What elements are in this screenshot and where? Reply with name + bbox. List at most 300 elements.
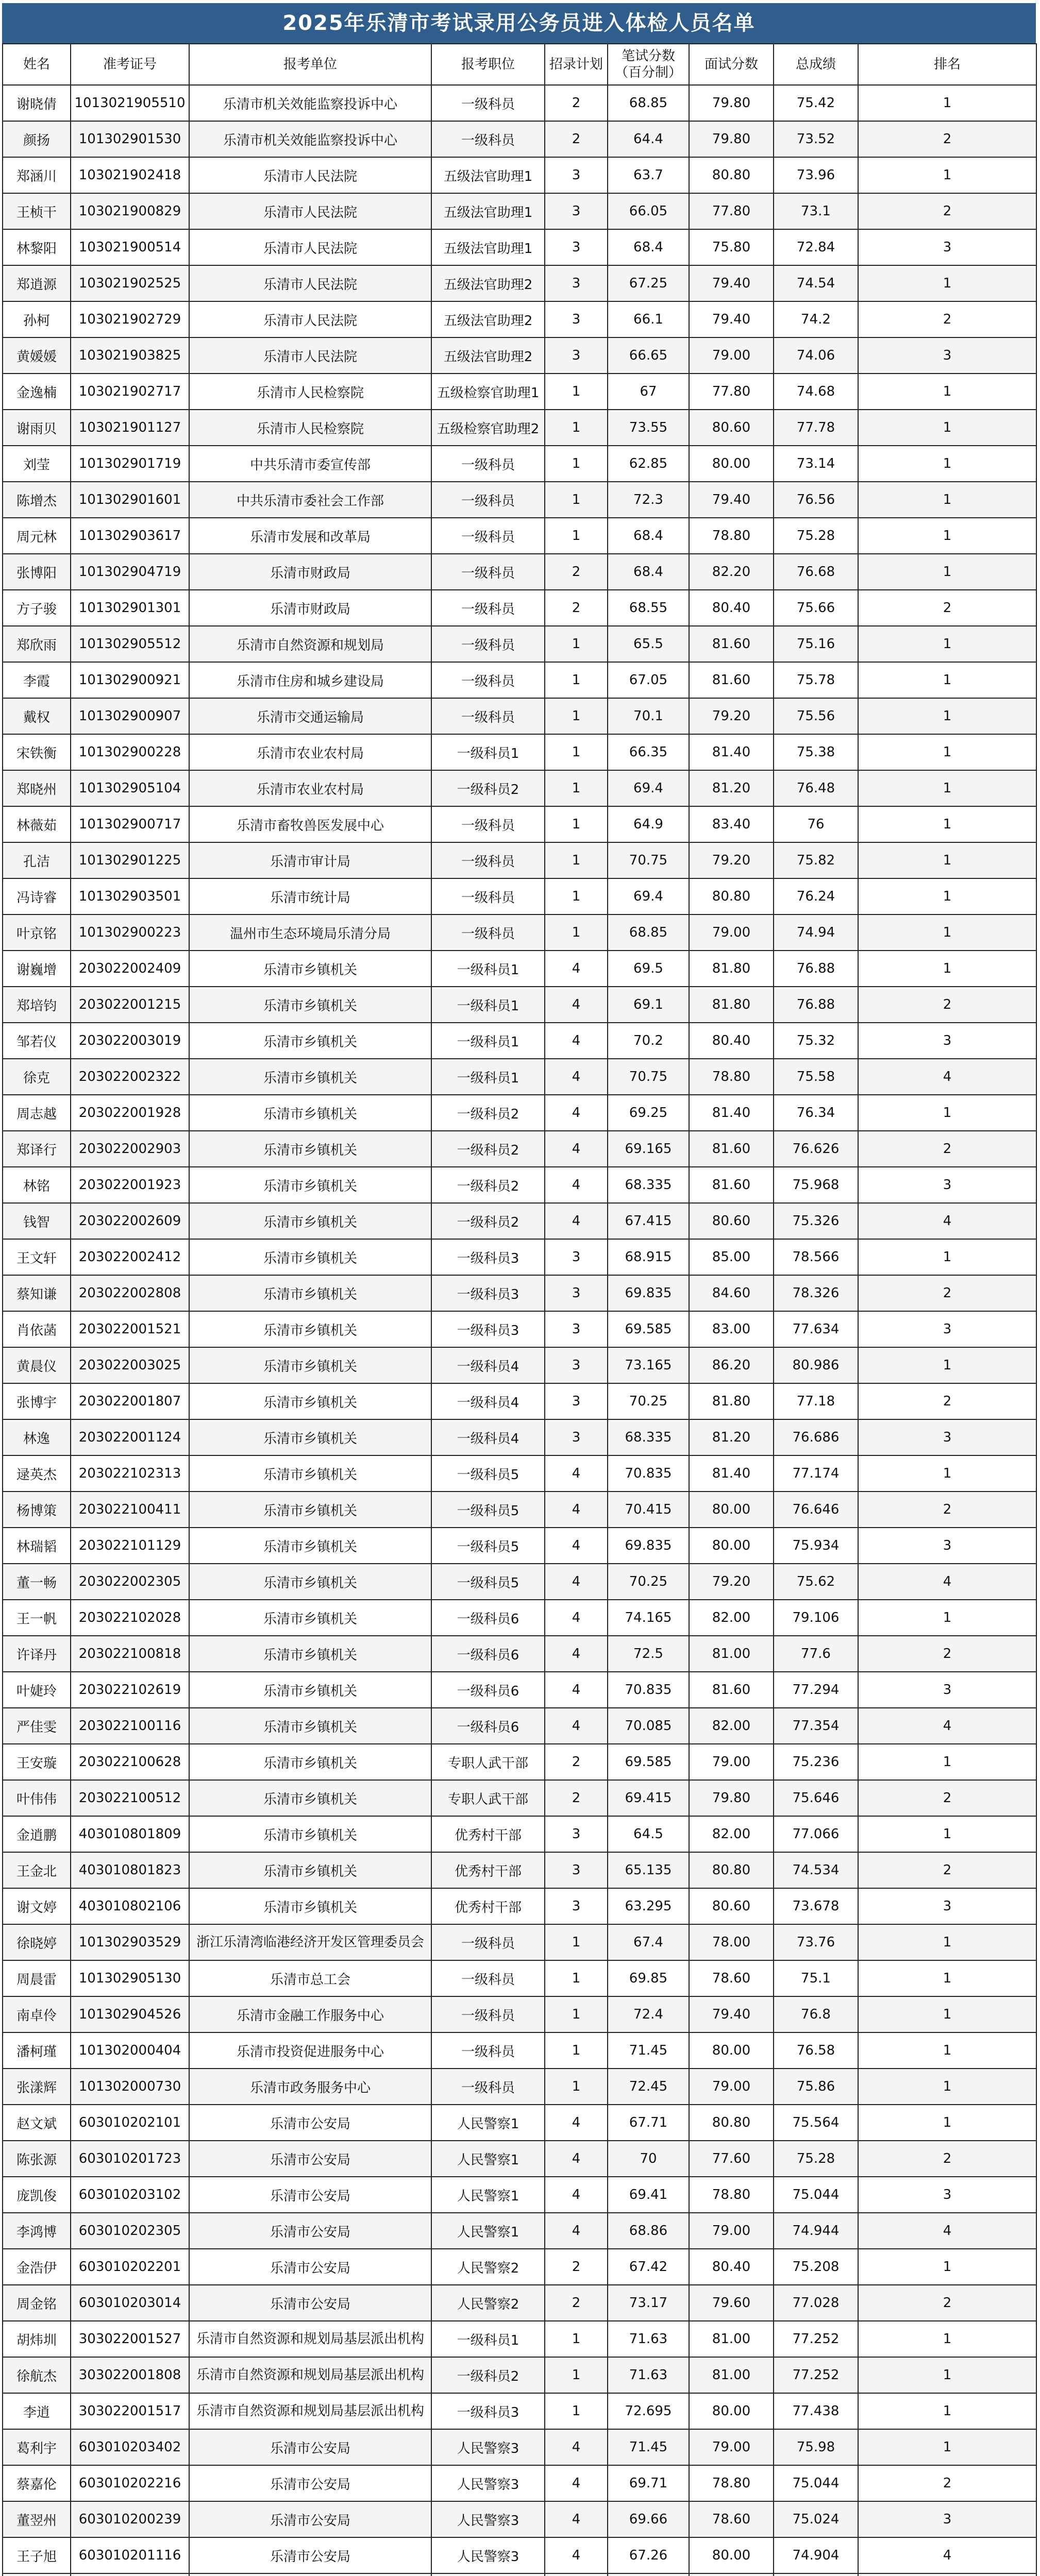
cell-col-unit (189, 2573, 431, 2576)
cell-col-unit: 乐清市乡镇机关 (189, 1600, 431, 1636)
cell-col-name: 严佳雯 (3, 1708, 71, 1744)
cell-col-position: 一级科员6 (431, 1636, 545, 1672)
cell-col-interview-score: 80.40 (689, 2249, 774, 2285)
cell-col-exam-id: 101302000730 (71, 2069, 189, 2105)
cell-col-name: 李鸿博 (3, 2213, 71, 2249)
cell-col-name: 谢晓倩 (3, 85, 71, 121)
cell-col-interview-score: 81.60 (689, 626, 774, 662)
cell-col-total-score: 72.84 (774, 229, 858, 265)
cell-col-written-score: 69.85 (608, 1960, 689, 1996)
cell-col-exam-id: 603010202305 (71, 2213, 189, 2249)
cell-col-interview-score: 81.00 (689, 2321, 774, 2357)
table-row (3, 446, 1036, 482)
cell-col-written-score: 73.165 (608, 1347, 689, 1383)
cell-col-name: 周金铭 (3, 2285, 71, 2321)
cell-col-rank: 3 (858, 2501, 1036, 2537)
cell-col-exam-id: 203022100116 (71, 1708, 189, 1744)
cell-col-exam-id: 303022001517 (71, 2393, 189, 2429)
cell-col-written-score: 70.2 (608, 1023, 689, 1059)
cell-col-quota: 4 (545, 1672, 608, 1708)
cell-col-position: 一级科员3 (431, 1239, 545, 1275)
cell-col-rank: 2 (858, 590, 1036, 626)
table-row (3, 2141, 1036, 2177)
cell-col-exam-id: 103021902525 (71, 265, 189, 301)
cell-col-position: 一级科员 (431, 878, 545, 914)
cell-col-rank: 2 (858, 2141, 1036, 2177)
cell-col-position: 五级法官助理1 (431, 229, 545, 265)
cell-col-name: 徐晓婷 (3, 1924, 71, 1960)
cell-col-unit: 乐清市乡镇机关 (189, 1023, 431, 1059)
cell-col-position: 五级检察官助理1 (431, 374, 545, 410)
cell-col-written-score: 72.45 (608, 2069, 689, 2105)
candidate-list-sheet (2, 3, 1036, 2576)
cell-col-position: 一级科员 (431, 806, 545, 842)
cell-col-exam-id: 203022003025 (71, 1347, 189, 1383)
cell-col-total-score: 74.534 (774, 1852, 858, 1888)
cell-col-position: 五级法官助理2 (431, 265, 545, 301)
table-row (3, 2069, 1036, 2105)
cell-col-rank: 3 (858, 1528, 1036, 1564)
cell-col-unit: 乐清市公安局 (189, 2141, 431, 2177)
cell-col-exam-id: 203022001807 (71, 1383, 189, 1419)
cell-col-unit: 乐清市人民检察院 (189, 374, 431, 410)
cell-col-name: 郑译行 (3, 1131, 71, 1167)
cell-col-unit: 乐清市人民法院 (189, 229, 431, 265)
cell-col-quota: 2 (545, 590, 608, 626)
cell-col-interview-score: 79.00 (689, 914, 774, 951)
cell-col-name: 郑晓州 (3, 770, 71, 806)
cell-col-position: 一级科员 (431, 518, 545, 554)
cell-col-position: 一级科员3 (431, 2393, 545, 2429)
cell-col-name: 杨博策 (3, 1492, 71, 1528)
cell-col-interview-score: 84.60 (689, 1275, 774, 1311)
cell-col-total-score: 76.626 (774, 1131, 858, 1167)
cell-col-unit: 乐清市公安局 (189, 2501, 431, 2537)
cell-col-total-score: 77.634 (774, 1311, 858, 1347)
cell-col-position: 一级科员4 (431, 1419, 545, 1455)
cell-col-name: 郑逍源 (3, 265, 71, 301)
cell-col-position: 一级科员6 (431, 1672, 545, 1708)
cell-col-unit: 乐清市农业农村局 (189, 734, 431, 770)
cell-col-written-score: 68.4 (608, 518, 689, 554)
cell-col-exam-id: 103021902717 (71, 374, 189, 410)
cell-col-name: 林逸 (3, 1419, 71, 1455)
cell-col-rank: 4 (858, 1203, 1036, 1239)
cell-col-name: 方子骏 (3, 590, 71, 626)
cell-col-interview-score: 80.00 (689, 1528, 774, 1564)
cell-col-name: 黄晨仪 (3, 1347, 71, 1383)
table-row (3, 951, 1036, 987)
cell-col-interview-score: 79.00 (689, 2429, 774, 2465)
cell-col-position: 人民警察2 (431, 2285, 545, 2321)
cell-col-total-score: 75.934 (774, 1528, 858, 1564)
cell-col-total-score: 75.82 (774, 842, 858, 878)
cell-col-quota: 3 (545, 157, 608, 193)
cell-col-written-score: 69.71 (608, 2465, 689, 2501)
cell-col-interview-score: 80.80 (689, 878, 774, 914)
table-row (3, 2537, 1036, 2573)
cell-col-rank: 1 (858, 1455, 1036, 1492)
cell-col-total-score: 76.34 (774, 1095, 858, 1131)
table-row (3, 1023, 1036, 1059)
cell-col-exam-id: 103021900829 (71, 193, 189, 229)
cell-col-unit: 乐清市乡镇机关 (189, 1816, 431, 1852)
cell-col-total-score: 80.986 (774, 1347, 858, 1383)
cell-col-written-score: 68.335 (608, 1167, 689, 1203)
cell-col-interview-score: 78.80 (689, 2177, 774, 2213)
table-row (3, 518, 1036, 554)
cell-col-interview-score: 81.60 (689, 1167, 774, 1203)
cell-col-unit: 乐清市机关效能监察投诉中心 (189, 85, 431, 121)
cell-col-position: 一级科员 (431, 698, 545, 734)
cell-col-written-score: 70.75 (608, 842, 689, 878)
cell-col-written-score: 67 (608, 374, 689, 410)
cell-col-unit: 乐清市乡镇机关 (189, 1744, 431, 1780)
cell-col-exam-id: 101302900921 (71, 662, 189, 698)
cell-col-quota: 4 (545, 2141, 608, 2177)
table-row (3, 85, 1036, 121)
table-row (3, 2465, 1036, 2501)
table-row (3, 770, 1036, 806)
cell-col-rank: 3 (858, 229, 1036, 265)
cell-col-written-score: 70.835 (608, 1455, 689, 1492)
cell-col-name: 戴权 (3, 698, 71, 734)
cell-col-quota: 3 (545, 265, 608, 301)
cell-col-rank: 1 (858, 1816, 1036, 1852)
cell-col-total-score: 75.326 (774, 1203, 858, 1239)
cell-col-interview-score: 79.40 (689, 482, 774, 518)
cell-col-rank: 2 (858, 193, 1036, 229)
cell-col-position: 一级科员2 (431, 1131, 545, 1167)
cell-col-rank: 1 (858, 482, 1036, 518)
cell-col-interview-score: 75.80 (689, 229, 774, 265)
cell-col-total-score: 74.68 (774, 374, 858, 410)
cell-col-unit: 乐清市畜牧兽医发展中心 (189, 806, 431, 842)
cell-col-unit: 乐清市住房和城乡建设局 (189, 662, 431, 698)
cell-col-interview-score: 78.80 (689, 1059, 774, 1095)
cell-col-position: 专职人武干部 (431, 1780, 545, 1816)
cell-col-position: 一级科员 (431, 121, 545, 157)
cell-col-rank: 2 (858, 1275, 1036, 1311)
cell-col-interview-score: 82.00 (689, 1708, 774, 1744)
cell-col-position: 一级科员 (431, 85, 545, 121)
cell-col-rank: 1 (858, 2321, 1036, 2357)
cell-col-position: 五级法官助理2 (431, 337, 545, 374)
cell-col-exam-id: 603010201116 (71, 2537, 189, 2573)
cell-col-name: 王子旭 (3, 2537, 71, 2573)
cell-col-exam-id: 203022001215 (71, 987, 189, 1023)
table-row (3, 1636, 1036, 1672)
cell-col-total-score: 75.16 (774, 626, 858, 662)
cell-col-written-score: 71.45 (608, 2429, 689, 2465)
cell-col-rank: 1 (858, 85, 1036, 121)
cell-col-written-score: 67.4 (608, 1924, 689, 1960)
cell-col-quota: 1 (545, 770, 608, 806)
cell-col-exam-id: 203022003019 (71, 1023, 189, 1059)
table-row (3, 1600, 1036, 1636)
cell-col-total-score: 77.294 (774, 1672, 858, 1708)
table-row (3, 662, 1036, 698)
cell-col-interview-score: 81.00 (689, 1636, 774, 1672)
cell-col-total-score: 77.174 (774, 1455, 858, 1492)
cell-col-written-score: 69.4 (608, 770, 689, 806)
cell-col-unit: 乐清市财政局 (189, 554, 431, 590)
cell-col-exam-id: 203022002409 (71, 951, 189, 987)
cell-col-written-score: 71.45 (608, 2032, 689, 2069)
cell-col-unit: 乐清市乡镇机关 (189, 1059, 431, 1095)
cell-col-position: 人民警察1 (431, 2105, 545, 2141)
cell-col-quota: 4 (545, 1203, 608, 1239)
cell-col-unit: 乐清市公安局 (189, 2285, 431, 2321)
table-row (3, 1816, 1036, 1852)
cell-col-exam-id: 203022102313 (71, 1455, 189, 1492)
cell-col-unit: 乐清市乡镇机关 (189, 1528, 431, 1564)
cell-col-total-score: 75.968 (774, 1167, 858, 1203)
cell-col-total-score: 75.56 (774, 698, 858, 734)
cell-col-written-score: 72.3 (608, 482, 689, 518)
cell-col-exam-id: 101302900907 (71, 698, 189, 734)
cell-col-interview-score: 81.20 (689, 1419, 774, 1455)
cell-col-interview-score: 79.00 (689, 1744, 774, 1780)
cell-col-name: 王安璇 (3, 1744, 71, 1780)
cell-col-total-score: 75.62 (774, 1564, 858, 1600)
cell-col-position: 一级科员 (431, 914, 545, 951)
cell-col-rank: 1 (858, 734, 1036, 770)
cell-col-exam-id: 101302905104 (71, 770, 189, 806)
cell-col-name: 张漾辉 (3, 2069, 71, 2105)
cell-col-rank: 1 (858, 662, 1036, 698)
cell-col-exam-id: 403010801823 (71, 1852, 189, 1888)
cell-col-position: 人民警察3 (431, 2429, 545, 2465)
cell-col-written-score: 66.35 (608, 734, 689, 770)
cell-col-total-score: 74.94 (774, 914, 858, 951)
cell-col-rank: 2 (858, 121, 1036, 157)
cell-col-position: 一级科员5 (431, 1564, 545, 1600)
cell-col-quota: 2 (545, 1780, 608, 1816)
cell-col-written-score: 70.25 (608, 1383, 689, 1419)
cell-col-rank: 1 (858, 842, 1036, 878)
cell-col-rank: 3 (858, 1311, 1036, 1347)
cell-col-written-score: 64.5 (608, 1816, 689, 1852)
cell-col-quota: 1 (545, 1924, 608, 1960)
cell-col-unit: 温州市生态环境局乐清分局 (189, 914, 431, 951)
cell-col-quota: 4 (545, 1131, 608, 1167)
cell-col-interview-score: 81.80 (689, 951, 774, 987)
cell-col-unit: 乐清市乡镇机关 (189, 1383, 431, 1419)
cell-col-written-score: 63.7 (608, 157, 689, 193)
table-row (3, 806, 1036, 842)
cell-col-total-score: 77.028 (774, 2285, 858, 2321)
cell-col-total-score: 75.66 (774, 590, 858, 626)
cell-col-name: 王桢干 (3, 193, 71, 229)
cell-col-interview-score: 77.60 (689, 2141, 774, 2177)
table-row (3, 1239, 1036, 1275)
cell-col-rank: 1 (858, 878, 1036, 914)
cell-col-quota: 4 (545, 1095, 608, 1131)
table-row (3, 842, 1036, 878)
cell-col-name: 林瑞韬 (3, 1528, 71, 1564)
cell-col-total-score: 73.52 (774, 121, 858, 157)
cell-col-total-score: 75.32 (774, 1023, 858, 1059)
cell-col-total-score: 76.8 (774, 1996, 858, 2032)
cell-col-rank (858, 2573, 1036, 2576)
cell-col-written-score: 67.71 (608, 2105, 689, 2141)
cell-col-exam-id: 203022100818 (71, 1636, 189, 1672)
cell-col-unit: 乐清市人民法院 (189, 337, 431, 374)
cell-col-interview-score: 78.60 (689, 2501, 774, 2537)
cell-col-quota: 1 (545, 1960, 608, 1996)
cell-col-interview-score: 80.60 (689, 410, 774, 446)
cell-col-unit: 乐清市财政局 (189, 590, 431, 626)
cell-col-written-score: 67.25 (608, 265, 689, 301)
cell-col-interview-score: 82.20 (689, 554, 774, 590)
cell-col-written-score: 64.4 (608, 121, 689, 157)
table-row (3, 1167, 1036, 1203)
cell-col-exam-id: 303022001808 (71, 2357, 189, 2393)
cell-col-written-score: 69.66 (608, 2501, 689, 2537)
cell-col-name: 李逍 (3, 2393, 71, 2429)
cell-col-exam-id: 303022001527 (71, 2321, 189, 2357)
cell-col-unit: 乐清市乡镇机关 (189, 1239, 431, 1275)
cell-col-name: 郑培钧 (3, 987, 71, 1023)
table-row (3, 2501, 1036, 2537)
cell-col-interview-score: 80.00 (689, 2537, 774, 2573)
cell-col-unit: 乐清市乡镇机关 (189, 1708, 431, 1744)
cell-col-rank: 1 (858, 2393, 1036, 2429)
table-row (3, 2357, 1036, 2393)
table-row (3, 1672, 1036, 1708)
cell-col-exam-id: 403010802106 (71, 1888, 189, 1924)
cell-col-total-score: 76.68 (774, 554, 858, 590)
cell-col-rank: 1 (858, 1600, 1036, 1636)
cell-col-name: 陈张源 (3, 2141, 71, 2177)
cell-col-quota: 4 (545, 2177, 608, 2213)
cell-col-quota: 3 (545, 193, 608, 229)
cell-col-total-score: 76.686 (774, 1419, 858, 1455)
table-row (3, 2573, 1036, 2576)
header-col-written-score: 笔试分数（百分制） (608, 44, 689, 85)
cell-col-exam-id: 101302901719 (71, 446, 189, 482)
cell-col-quota: 4 (545, 1636, 608, 1672)
table-row (3, 1564, 1036, 1600)
cell-col-rank: 1 (858, 410, 1036, 446)
table-row (3, 193, 1036, 229)
table-row (3, 1311, 1036, 1347)
cell-col-unit: 乐清市乡镇机关 (189, 1347, 431, 1383)
cell-col-position: 一级科员5 (431, 1528, 545, 1564)
cell-col-rank: 1 (858, 2105, 1036, 2141)
cell-col-interview-score: 80.80 (689, 1852, 774, 1888)
cell-col-quota: 3 (545, 1275, 608, 1311)
cell-col-position: 一级科员2 (431, 1095, 545, 1131)
cell-col-unit: 乐清市人民法院 (189, 193, 431, 229)
cell-col-total-score: 75.38 (774, 734, 858, 770)
table-row (3, 2249, 1036, 2285)
cell-col-rank: 1 (858, 265, 1036, 301)
cell-col-position: 人民警察3 (431, 2537, 545, 2573)
cell-col-written-score: 64.9 (608, 806, 689, 842)
cell-col-interview-score: 77.80 (689, 374, 774, 410)
cell-col-unit: 乐清市自然资源和规划局 (189, 626, 431, 662)
cell-col-quota: 4 (545, 951, 608, 987)
cell-col-written-score: 68.335 (608, 1419, 689, 1455)
cell-col-name: 王金北 (3, 1852, 71, 1888)
cell-col-interview-score: 79.80 (689, 121, 774, 157)
header-col-total-score: 总成绩 (774, 44, 858, 85)
cell-col-name: 董翌州 (3, 2501, 71, 2537)
cell-col-unit: 乐清市乡镇机关 (189, 1564, 431, 1600)
cell-col-position: 一级科员6 (431, 1600, 545, 1636)
cell-col-unit: 乐清市机关效能监察投诉中心 (189, 121, 431, 157)
cell-col-unit: 乐清市乡镇机关 (189, 1203, 431, 1239)
cell-col-name: 陈增杰 (3, 482, 71, 518)
cell-col-position: 人民警察3 (431, 2465, 545, 2501)
cell-col-interview-score: 79.40 (689, 301, 774, 337)
cell-col-unit: 乐清市乡镇机关 (189, 987, 431, 1023)
cell-col-interview-score: 81.40 (689, 1455, 774, 1492)
cell-col-unit: 乐清市乡镇机关 (189, 1636, 431, 1672)
cell-col-exam-id: 103021901127 (71, 410, 189, 446)
cell-col-interview-score: 78.80 (689, 2465, 774, 2501)
cell-col-quota (545, 2573, 608, 2576)
cell-col-position: 一级科员 (431, 626, 545, 662)
cell-col-written-score: 71.63 (608, 2357, 689, 2393)
cell-col-written-score: 70.75 (608, 1059, 689, 1095)
cell-col-total-score: 76.88 (774, 987, 858, 1023)
cell-col-unit: 乐清市乡镇机关 (189, 1455, 431, 1492)
cell-col-name: 庞凯俊 (3, 2177, 71, 2213)
cell-col-rank: 4 (858, 2537, 1036, 2573)
cell-col-written-score: 70 (608, 2141, 689, 2177)
cell-col-exam-id: 101302900223 (71, 914, 189, 951)
header-col-rank: 排名 (858, 44, 1036, 85)
cell-col-written-score: 67.42 (608, 2249, 689, 2285)
cell-col-interview-score: 80.00 (689, 2032, 774, 2069)
cell-col-interview-score: 83.00 (689, 1311, 774, 1347)
cell-col-unit: 乐清市乡镇机关 (189, 1672, 431, 1708)
cell-col-written-score: 67.05 (608, 662, 689, 698)
cell-col-unit: 乐清市乡镇机关 (189, 1167, 431, 1203)
cell-col-total-score: 75.1 (774, 1960, 858, 1996)
table-row (3, 2032, 1036, 2069)
cell-col-name: 张博宇 (3, 1383, 71, 1419)
cell-col-name: 孙柯 (3, 301, 71, 337)
cell-col-rank: 1 (858, 698, 1036, 734)
cell-col-unit: 乐清市公安局 (189, 2213, 431, 2249)
table-row (3, 410, 1036, 446)
cell-col-interview-score: 81.40 (689, 1095, 774, 1131)
cell-col-unit: 乐清市乡镇机关 (189, 1311, 431, 1347)
cell-col-unit: 乐清市自然资源和规划局基层派出机构 (189, 2393, 431, 2429)
cell-col-interview-score: 80.60 (689, 1203, 774, 1239)
cell-col-name: 胡炜圳 (3, 2321, 71, 2357)
cell-col-rank: 1 (858, 2357, 1036, 2393)
cell-col-exam-id: 603010202201 (71, 2249, 189, 2285)
cell-col-unit: 乐清市交通运输局 (189, 698, 431, 734)
cell-col-exam-id: 101302901225 (71, 842, 189, 878)
header-col-exam-id: 准考证号 (71, 44, 189, 85)
cell-col-rank: 2 (858, 1383, 1036, 1419)
table-row (3, 2393, 1036, 2429)
table-row (3, 2321, 1036, 2357)
cell-col-unit: 乐清市人民法院 (189, 265, 431, 301)
cell-col-position: 五级法官助理2 (431, 301, 545, 337)
table-row (3, 590, 1036, 626)
cell-col-exam-id: 101302903529 (71, 1924, 189, 1960)
cell-col-exam-id: 603010203402 (71, 2429, 189, 2465)
cell-col-quota: 3 (545, 337, 608, 374)
cell-col-interview-score: 81.60 (689, 662, 774, 698)
